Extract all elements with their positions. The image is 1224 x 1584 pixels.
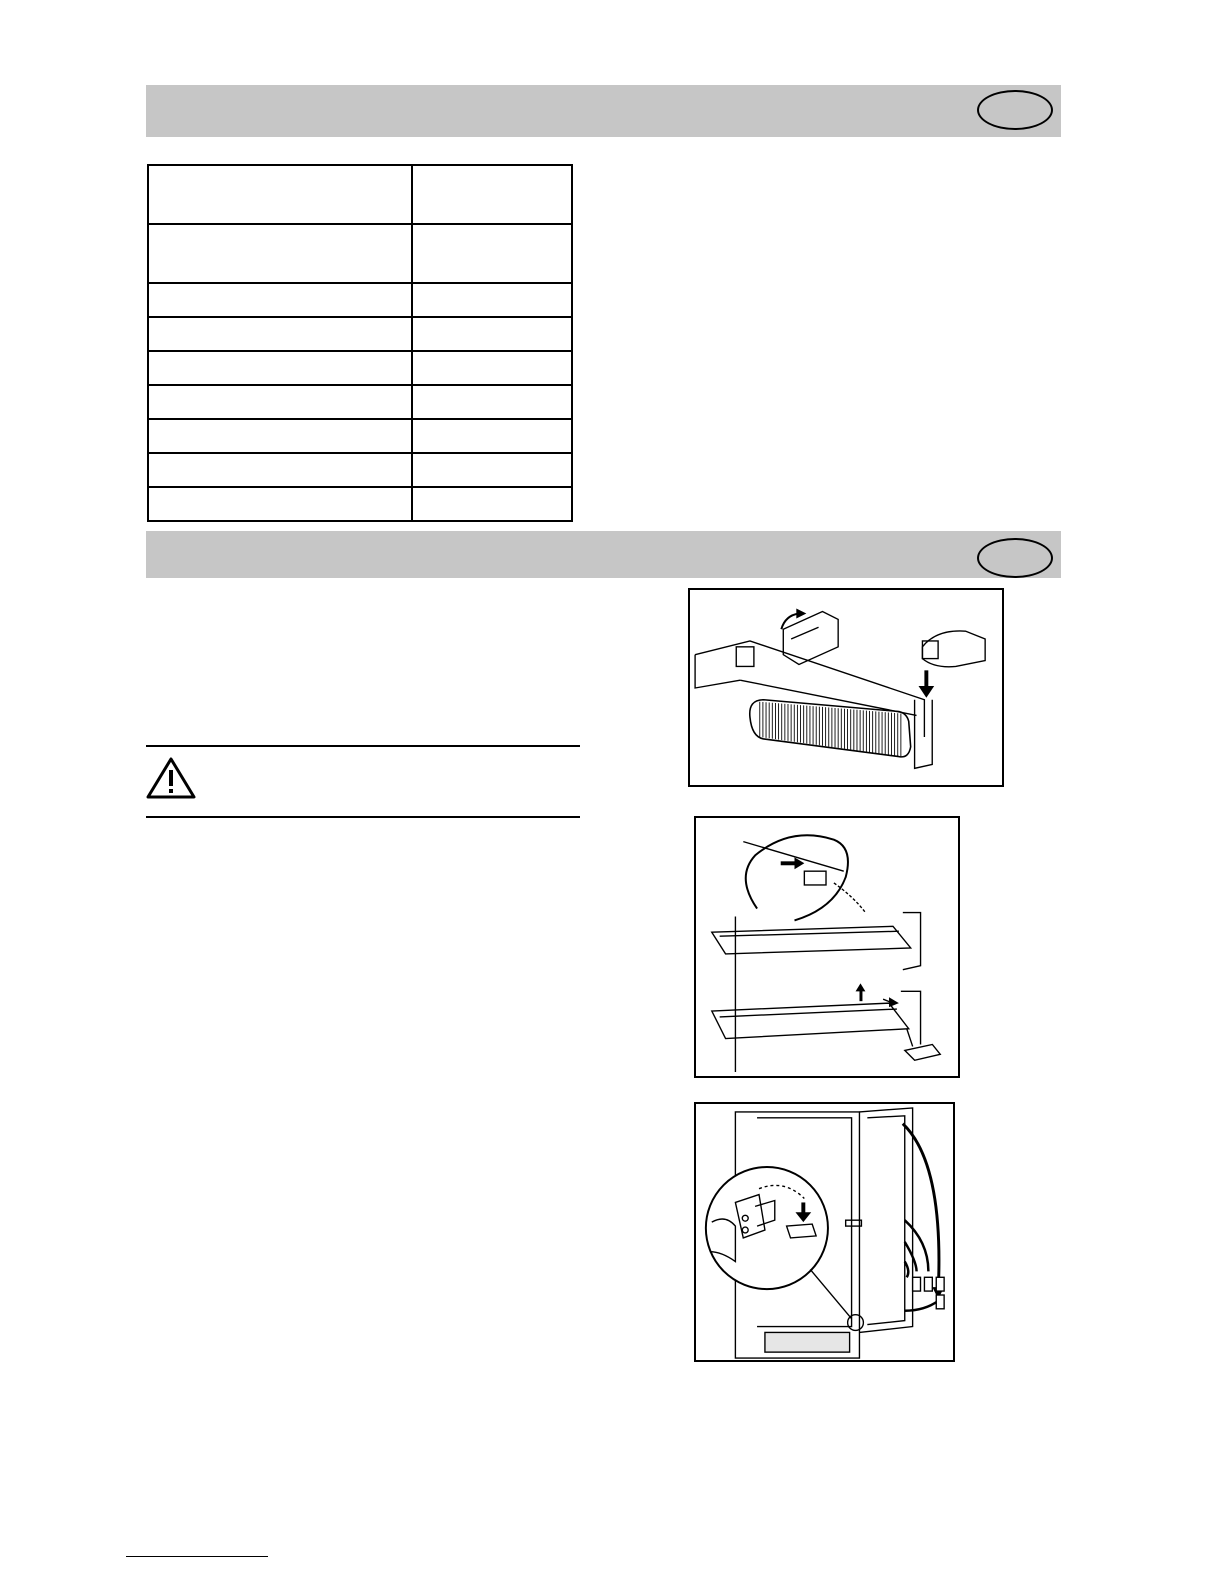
table-cell — [148, 487, 412, 521]
table-row — [148, 385, 572, 419]
table-row — [148, 165, 572, 224]
table-row — [148, 351, 572, 385]
table-row — [148, 224, 572, 283]
shelf-removal-figure — [694, 816, 960, 1078]
table-cell — [412, 487, 572, 521]
language-badge-2 — [977, 538, 1053, 578]
language-badge-1 — [977, 90, 1053, 130]
table-cell — [148, 283, 412, 317]
specification-table — [147, 164, 573, 522]
warning-triangle-icon — [146, 757, 196, 799]
table-cell — [148, 224, 412, 283]
table-cell — [148, 317, 412, 351]
table-row — [148, 283, 572, 317]
table-cell — [148, 165, 412, 224]
section-header-band-1 — [146, 85, 1061, 137]
door-hinge-reversal-figure — [694, 1102, 955, 1362]
warning-top-rule — [146, 745, 580, 747]
table-cell — [148, 419, 412, 453]
footer-link-underline — [126, 1556, 268, 1557]
table-cell — [148, 385, 412, 419]
table-cell — [412, 224, 572, 283]
table-cell — [412, 453, 572, 487]
table-row — [148, 419, 572, 453]
table-cell — [412, 419, 572, 453]
section-header-band-2 — [146, 531, 1061, 578]
table-cell — [412, 385, 572, 419]
table-row — [148, 453, 572, 487]
table-cell — [148, 351, 412, 385]
top-cover-installation-figure — [688, 588, 1004, 787]
table-row — [148, 487, 572, 521]
table-cell — [412, 351, 572, 385]
warning-bottom-rule — [146, 816, 580, 818]
table-cell — [412, 317, 572, 351]
table-cell — [412, 283, 572, 317]
table-cell — [148, 453, 412, 487]
table-cell — [412, 165, 572, 224]
table-row — [148, 317, 572, 351]
